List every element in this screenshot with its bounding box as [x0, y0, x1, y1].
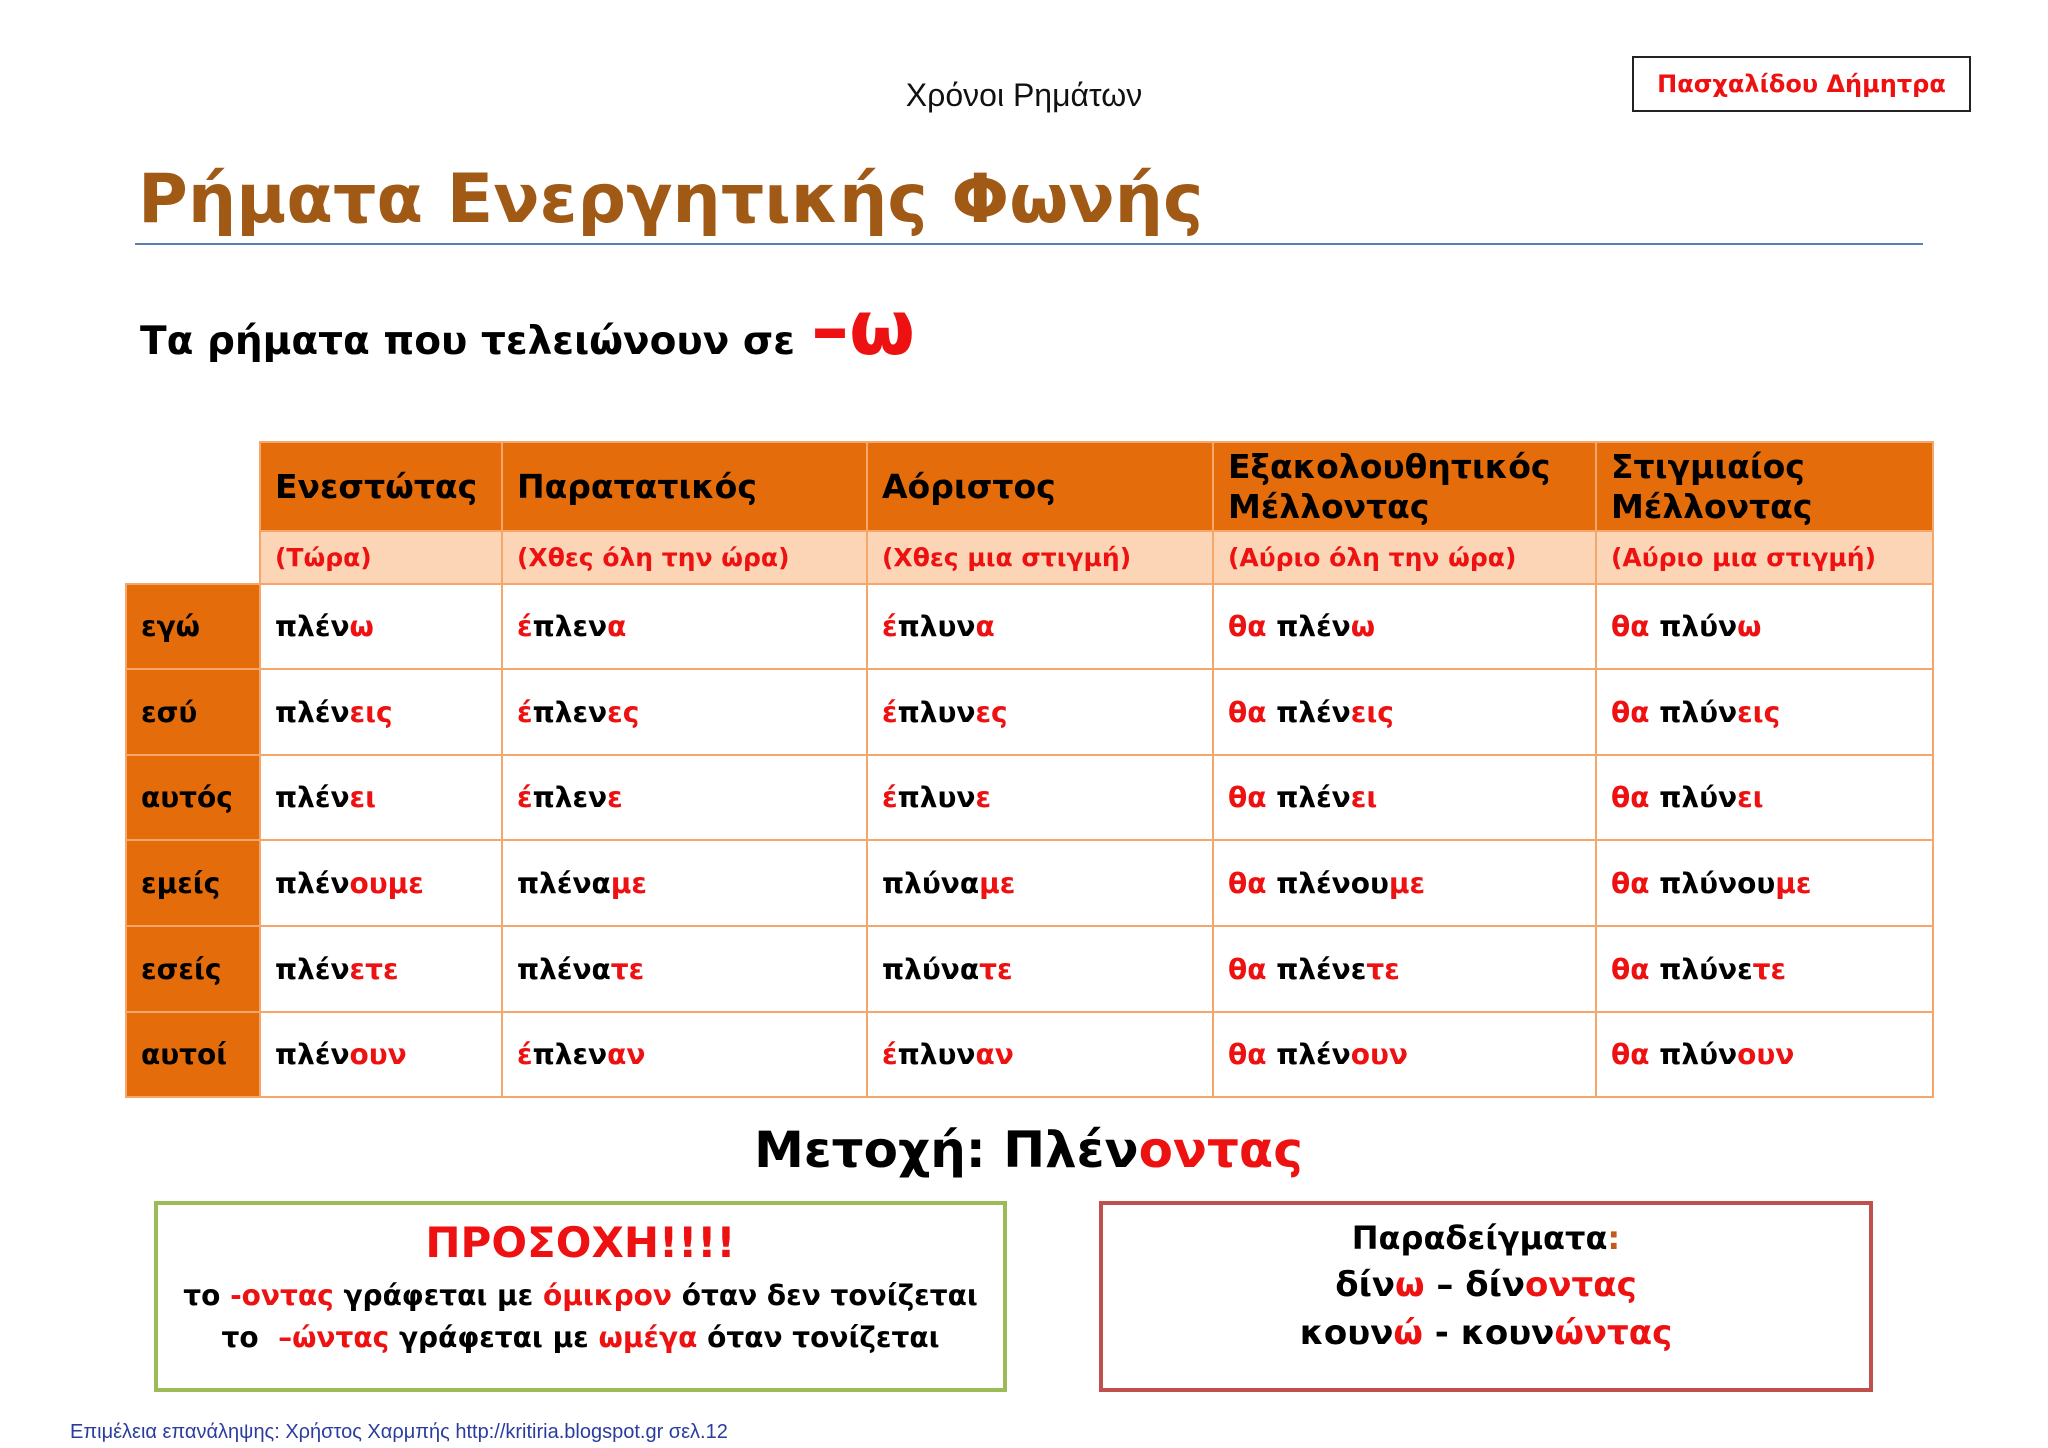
conjugation-cell	[502, 669, 867, 755]
plain-text: πλένου	[1266, 866, 1389, 900]
highlighted-text: ώ	[1393, 1313, 1423, 1353]
highlighted-text: ω	[1350, 610, 1376, 643]
highlighted-text: θα	[1611, 610, 1650, 643]
plain-text: πλέν	[275, 1038, 350, 1071]
highlighted-text: έ	[517, 695, 533, 729]
highlighted-text: θα	[1228, 1038, 1267, 1071]
highlighted-text: ει	[1350, 781, 1378, 814]
highlighted-text: θα	[1228, 695, 1267, 729]
conjugation-cell	[1596, 1012, 1933, 1097]
highlighted-text: αν	[607, 1038, 646, 1071]
note-line	[158, 1275, 1003, 1317]
title-underline	[135, 243, 1923, 245]
highlighted-text: έ	[882, 610, 898, 643]
highlighted-text: έ	[882, 781, 898, 814]
plain-text: πλεν	[532, 1038, 608, 1071]
highlighted-text: εις	[1737, 695, 1781, 729]
example-line	[1103, 1309, 1869, 1357]
conjugation-table-body	[126, 442, 1933, 1097]
plain-text: πλένα	[517, 866, 611, 900]
plain-text: Παραδείγματα	[1351, 1219, 1608, 1257]
pronoun-cell: αυτός	[126, 755, 260, 840]
highlighted-text: με	[610, 866, 647, 900]
plain-text: πλέν	[275, 695, 350, 729]
plain-text: πλύνου	[1649, 866, 1776, 900]
conjugation-cell	[502, 755, 867, 840]
footer-credit: Επιμέλεια επανάληψης: Χρήστος Χαρμπής http://kritiria.blogspot.gr σελ.12	[70, 1421, 728, 1443]
highlighted-text: έ	[882, 1038, 898, 1071]
plain-text: πλέν	[1266, 610, 1351, 643]
plain-text: δίν	[1335, 1265, 1395, 1305]
highlighted-text: ωμέγα	[598, 1321, 698, 1354]
highlighted-text: -οντας	[230, 1279, 334, 1312]
tense-time-hint: (Χθες όλη την ώρα)	[502, 531, 867, 584]
tense-header: Εξακολουθητικός Μέλλοντας	[1213, 442, 1596, 531]
examples-heading	[1103, 1216, 1869, 1260]
conjugation-cell	[260, 1012, 502, 1097]
highlighted-text: με	[979, 866, 1016, 900]
conjugation-cell	[867, 840, 1213, 926]
highlighted-text: ουν	[1350, 1038, 1408, 1071]
highlighted-text: ει	[1737, 781, 1764, 814]
conjugation-cell	[867, 1012, 1213, 1097]
plain-text: το	[183, 1279, 231, 1312]
highlighted-text: όμικρον	[543, 1279, 672, 1312]
plain-text: πλέν	[1266, 695, 1351, 729]
plain-text: πλένε	[1266, 952, 1367, 986]
plain-text: πλέν	[1266, 1038, 1351, 1071]
highlighted-text: ει	[349, 781, 377, 814]
subtitle	[140, 283, 916, 372]
author-name: Πασχαλίδου Δήμητρα	[1657, 70, 1946, 98]
plain-text: όταν δεν τονίζεται	[672, 1279, 978, 1312]
tense-header: Αόριστος	[867, 442, 1213, 531]
conjugation-cell	[867, 926, 1213, 1012]
tense-time-hint: (Χθες μια στιγμή)	[867, 531, 1213, 584]
conjugation-cell	[502, 926, 867, 1012]
pronoun-cell: εγώ	[126, 584, 260, 669]
highlighted-text: με	[1388, 866, 1426, 900]
tense-header: Παρατατικός	[502, 442, 867, 531]
plain-text: γράφεται με	[333, 1279, 543, 1312]
plain-text: πλυν	[897, 781, 976, 814]
highlighted-text: θα	[1611, 1038, 1650, 1071]
tense-header: Ενεστώτας	[260, 442, 502, 531]
plain-text: το	[221, 1321, 279, 1354]
conjugation-row	[126, 840, 1933, 926]
highlighted-text: θα	[1611, 866, 1650, 900]
conjugation-cell	[1213, 584, 1596, 669]
pronoun-cell: εσείς	[126, 926, 260, 1012]
highlighted-text: ω	[349, 610, 374, 643]
highlighted-text: τε	[1752, 952, 1787, 986]
plain-text: πλέν	[275, 781, 350, 814]
highlighted-text: αν	[975, 1038, 1014, 1071]
highlighted-text: τε	[1366, 952, 1400, 986]
plain-text: πλυν	[897, 695, 976, 729]
conjugation-cell	[867, 584, 1213, 669]
conjugation-cell	[260, 926, 502, 1012]
highlighted-text: εις	[349, 695, 393, 729]
conjugation-cell	[1596, 669, 1933, 755]
plain-text: - κουν	[1422, 1313, 1555, 1353]
conjugation-cell	[1213, 755, 1596, 840]
plain-text: πλεν	[532, 781, 608, 814]
tense-time-hint: (Αύριο όλη την ώρα)	[1213, 531, 1596, 584]
highlighted-text: θα	[1611, 695, 1650, 729]
plain-text: Μετοχή: Πλέν	[754, 1121, 1139, 1179]
highlighted-text: ώντας	[1554, 1313, 1673, 1353]
conjugation-row	[126, 1012, 1933, 1097]
example-line	[1103, 1261, 1869, 1309]
pronoun-cell: εμείς	[126, 840, 260, 926]
conjugation-table	[125, 441, 1934, 1098]
plain-text: – δίν	[1424, 1265, 1526, 1305]
highlighted-text: οντας	[1138, 1121, 1303, 1179]
page-title: Ρήματα Ενεργητικής Φωνής	[138, 160, 1204, 239]
conjugation-row	[126, 669, 1933, 755]
highlighted-text: α	[607, 610, 627, 643]
plain-text: κουν	[1299, 1313, 1394, 1353]
plain-text: πλύν	[1649, 781, 1738, 814]
highlighted-text: –ώντας	[278, 1321, 390, 1354]
plain-text: πλυν	[897, 610, 976, 643]
attention-heading: ΠΡΟΣΟΧΗ!!!!	[425, 1218, 736, 1267]
plain-text: πλύνα	[882, 952, 980, 986]
conjugation-cell	[1596, 840, 1933, 926]
conjugation-cell	[502, 1012, 867, 1097]
conjugation-cell	[1213, 926, 1596, 1012]
conjugation-cell	[502, 584, 867, 669]
plain-text: πλέν	[275, 952, 350, 986]
highlighted-text: έ	[517, 781, 533, 814]
conjugation-cell	[260, 669, 502, 755]
highlighted-text: ω	[1395, 1265, 1425, 1305]
attention-note-box	[154, 1201, 1007, 1392]
conjugation-cell	[1213, 669, 1596, 755]
highlighted-text: έ	[517, 1038, 533, 1071]
examples-box	[1099, 1201, 1873, 1392]
conjugation-cell	[260, 840, 502, 926]
accent-text: :	[1607, 1219, 1621, 1257]
subtitle-ending: –ω	[810, 283, 916, 372]
tense-time-hint: (Αύριο μια στιγμή)	[1596, 531, 1933, 584]
conjugation-row	[126, 584, 1933, 669]
plain-text: πλύν	[1649, 1038, 1738, 1071]
plain-text: πλέν	[275, 610, 350, 643]
plain-text: πλύνα	[882, 866, 980, 900]
highlighted-text: ετε	[349, 952, 399, 986]
highlighted-text: θα	[1611, 781, 1650, 814]
section-title: Χρόνοι Ρημάτων	[905, 77, 1143, 113]
tense-header: Στιγμιαίος Μέλλοντας	[1596, 442, 1933, 531]
empty-corner-cell	[126, 442, 260, 584]
highlighted-text: ε	[607, 781, 623, 814]
highlighted-text: με	[1775, 866, 1812, 900]
conjugation-cell	[1596, 755, 1933, 840]
highlighted-text: θα	[1228, 866, 1267, 900]
highlighted-text: ουν	[1737, 1038, 1795, 1071]
author-name-box	[1632, 56, 1971, 112]
plain-text: πλέν	[275, 866, 350, 900]
conjugation-cell	[260, 755, 502, 840]
highlighted-text: ουν	[349, 1038, 407, 1071]
plain-text: πλυν	[897, 1038, 976, 1071]
highlighted-text: ουμε	[349, 866, 424, 900]
highlighted-text: τε	[979, 952, 1013, 986]
highlighted-text: ες	[607, 695, 640, 729]
note-line	[158, 1317, 1003, 1359]
conjugation-cell	[260, 584, 502, 669]
pronoun-cell: αυτοί	[126, 1012, 260, 1097]
conjugation-cell	[1213, 1012, 1596, 1097]
tense-hint-row	[126, 531, 1933, 584]
plain-text: πλεν	[532, 695, 608, 729]
pronoun-cell: εσύ	[126, 669, 260, 755]
plain-text: πλένα	[517, 952, 611, 986]
conjugation-cell	[867, 669, 1213, 755]
highlighted-text: οντας	[1525, 1265, 1637, 1305]
conjugation-cell	[1596, 926, 1933, 1012]
conjugation-cell	[1596, 584, 1933, 669]
plain-text: πλύν	[1649, 610, 1738, 643]
conjugation-cell	[1213, 840, 1596, 926]
highlighted-text: θα	[1228, 952, 1267, 986]
plain-text: όταν τονίζεται	[697, 1321, 940, 1354]
subtitle-text: Τα ρήματα που τελειώνουν σε	[140, 319, 795, 364]
conjugation-row	[126, 755, 1933, 840]
highlighted-text: ε	[975, 781, 992, 814]
highlighted-text: έ	[517, 610, 533, 643]
conjugation-row	[126, 926, 1933, 1012]
conjugation-cell	[867, 755, 1213, 840]
plain-text: πλύνε	[1649, 952, 1753, 986]
plain-text: γράφεται με	[389, 1321, 599, 1354]
highlighted-text: α	[975, 610, 995, 643]
highlighted-text: εις	[1350, 695, 1394, 729]
plain-text: πλέν	[1266, 781, 1351, 814]
plain-text: πλύν	[1649, 695, 1738, 729]
highlighted-text: τε	[610, 952, 645, 986]
highlighted-text: ες	[975, 695, 1008, 729]
conjugation-cell	[502, 840, 867, 926]
highlighted-text: θα	[1611, 952, 1650, 986]
highlighted-text: έ	[882, 695, 898, 729]
plain-text: πλεν	[532, 610, 608, 643]
participle	[125, 1120, 1932, 1180]
highlighted-text: θα	[1228, 610, 1267, 643]
tense-header-row	[126, 442, 1933, 531]
highlighted-text: ω	[1737, 610, 1762, 643]
tense-time-hint: (Τώρα)	[260, 531, 502, 584]
highlighted-text: θα	[1228, 781, 1267, 814]
